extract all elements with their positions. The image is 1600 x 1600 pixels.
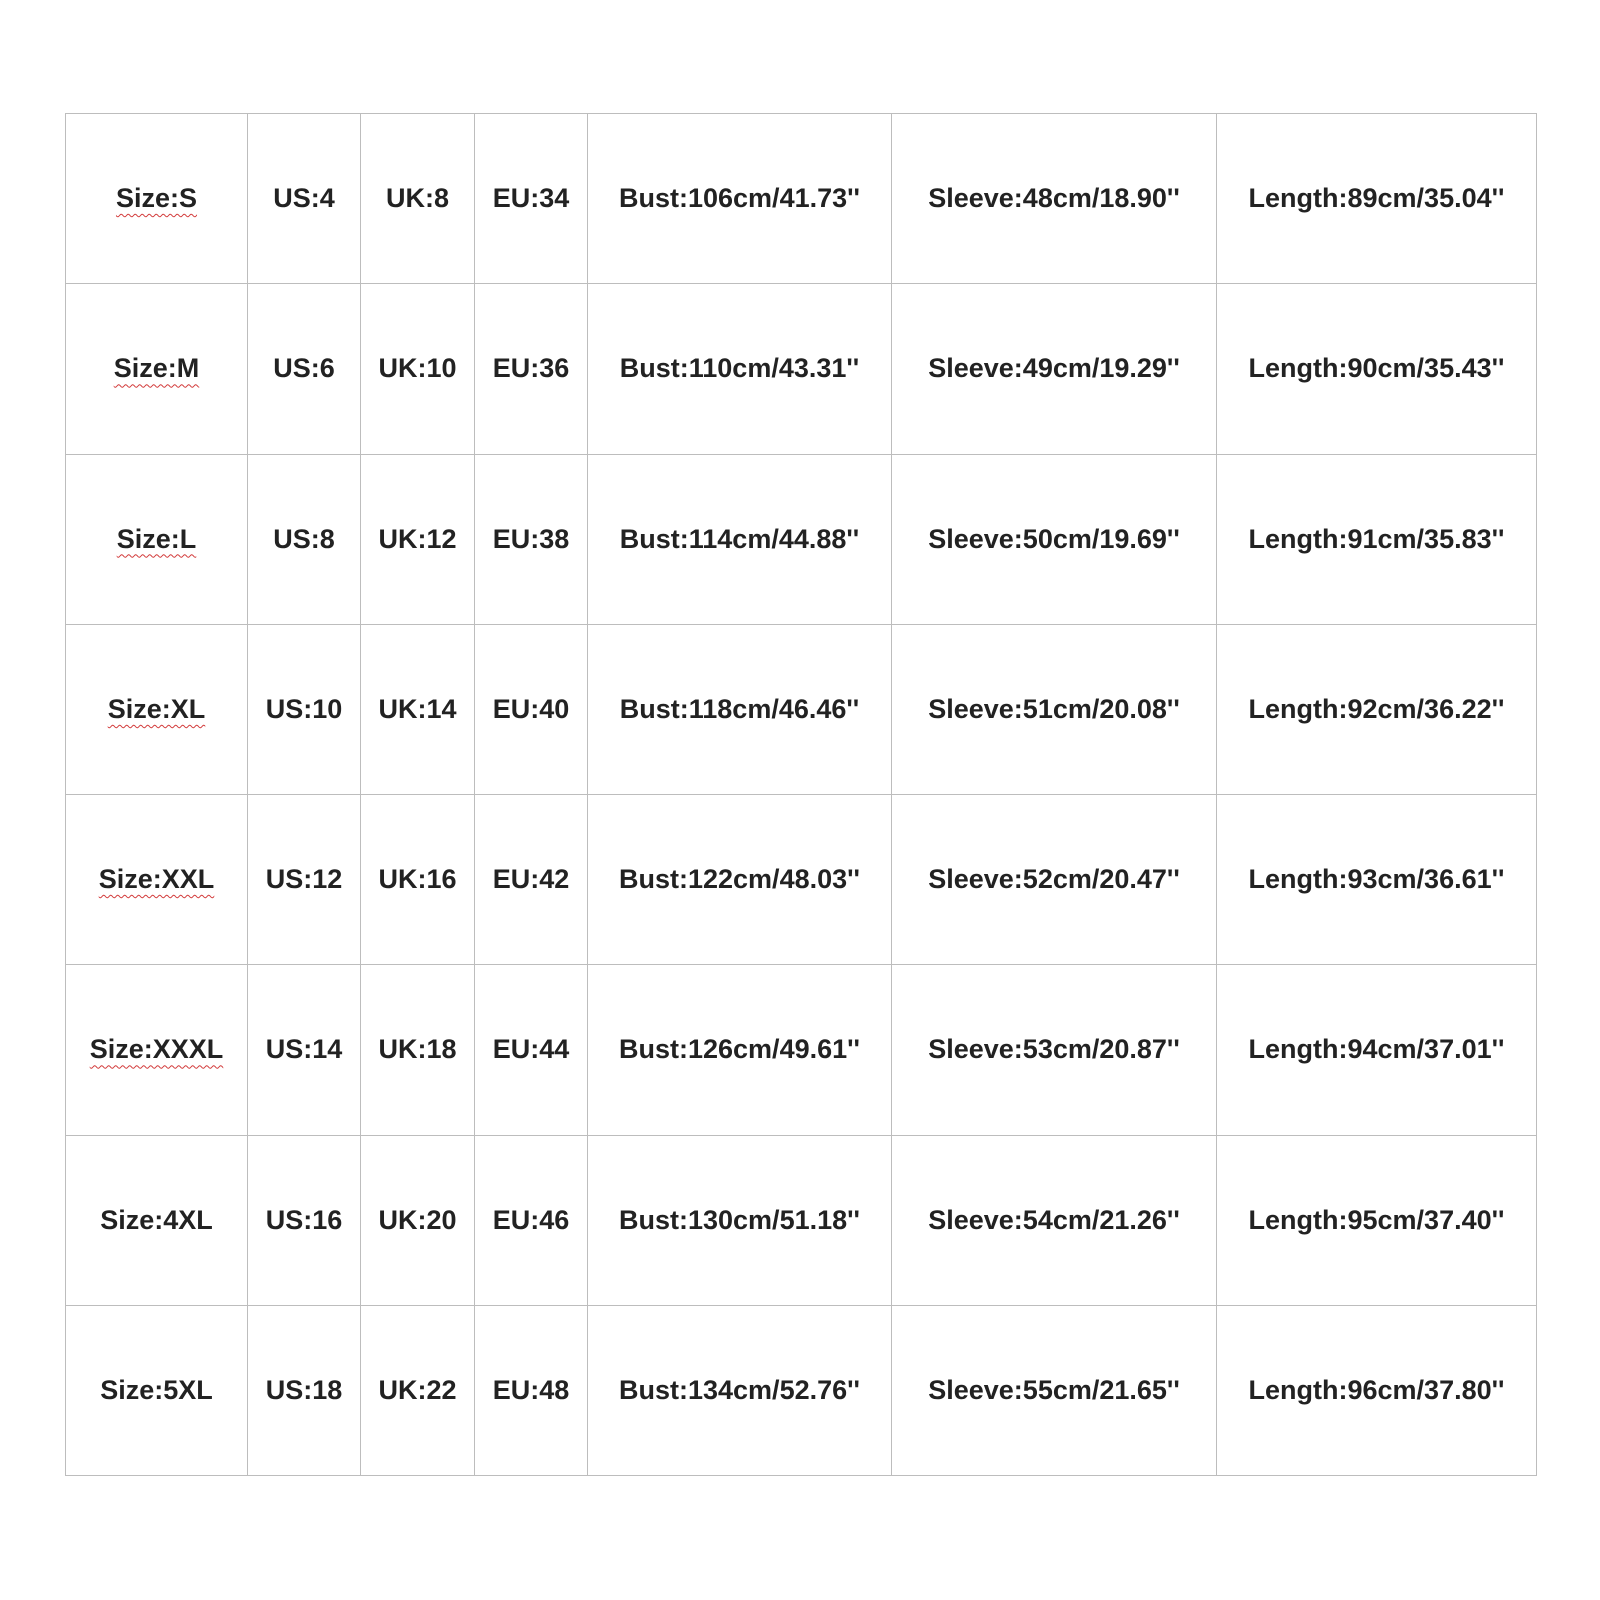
us-size-text: US:18 — [265, 1374, 343, 1405]
us-size-cell — [248, 114, 361, 284]
sleeve-cell — [892, 284, 1217, 454]
us-size-text: US:12 — [265, 864, 343, 895]
uk-size-cell — [361, 114, 475, 284]
size-row — [66, 624, 1537, 794]
size-text: Size:S — [115, 183, 198, 214]
size-text: Size:XXXL — [89, 1034, 224, 1065]
sleeve-text: Sleeve:55cm/21.65'' — [928, 1374, 1180, 1405]
eu-size-cell — [475, 624, 588, 794]
bust-text: Bust:134cm/52.76'' — [619, 1374, 860, 1405]
eu-size-cell — [475, 454, 588, 624]
length-text: Length:96cm/37.80'' — [1248, 1374, 1505, 1405]
eu-size-cell — [475, 1135, 588, 1305]
eu-size-text: EU:46 — [492, 1204, 570, 1235]
uk-size-cell — [361, 624, 475, 794]
length-text: Length:89cm/35.04'' — [1248, 183, 1505, 214]
bust-cell — [588, 114, 892, 284]
us-size-text: US:16 — [265, 1204, 343, 1235]
bust-text: Bust:130cm/51.18'' — [619, 1204, 860, 1235]
us-size-text: US:6 — [273, 353, 335, 384]
size-cell — [66, 965, 248, 1135]
sleeve-cell — [892, 795, 1217, 965]
length-text: Length:95cm/37.40'' — [1248, 1204, 1505, 1235]
length-cell — [1217, 1305, 1537, 1475]
uk-size-cell — [361, 454, 475, 624]
uk-size-text: UK:8 — [385, 183, 449, 214]
size-text: Size:XXL — [98, 864, 215, 895]
size-cell — [66, 114, 248, 284]
eu-size-text: EU:34 — [492, 183, 570, 214]
bust-text: Bust:118cm/46.46'' — [619, 693, 860, 724]
size-row — [66, 114, 1537, 284]
us-size-text: US:14 — [265, 1034, 343, 1065]
eu-size-text: EU:48 — [492, 1374, 570, 1405]
length-cell — [1217, 114, 1537, 284]
eu-size-text: EU:40 — [492, 693, 570, 724]
us-size-cell — [248, 1305, 361, 1475]
size-text: Size:L — [116, 523, 197, 554]
length-text: Length:94cm/37.01'' — [1248, 1034, 1505, 1065]
eu-size-cell — [475, 795, 588, 965]
bust-text: Bust:114cm/44.88'' — [619, 523, 860, 554]
bust-text: Bust:106cm/41.73'' — [619, 183, 860, 214]
us-size-text: US:10 — [265, 693, 343, 724]
eu-size-cell — [475, 114, 588, 284]
size-row — [66, 1135, 1537, 1305]
bust-text: Bust:126cm/49.61'' — [619, 1034, 860, 1065]
size-cell — [66, 1305, 248, 1475]
bust-cell — [588, 454, 892, 624]
eu-size-text: EU:42 — [492, 864, 570, 895]
uk-size-cell — [361, 795, 475, 965]
us-size-cell — [248, 965, 361, 1135]
bust-cell — [588, 795, 892, 965]
sleeve-cell — [892, 114, 1217, 284]
size-text: Size:M — [113, 353, 200, 384]
eu-size-cell — [475, 284, 588, 454]
size-chart-body — [66, 114, 1537, 1476]
sleeve-text: Sleeve:52cm/20.47'' — [928, 864, 1180, 895]
eu-size-cell — [475, 1305, 588, 1475]
uk-size-text: UK:12 — [378, 523, 457, 554]
us-size-cell — [248, 795, 361, 965]
sleeve-cell — [892, 1135, 1217, 1305]
us-size-cell — [248, 1135, 361, 1305]
uk-size-text: UK:10 — [378, 353, 457, 384]
size-row — [66, 795, 1537, 965]
length-cell — [1217, 795, 1537, 965]
bust-cell — [588, 284, 892, 454]
size-row — [66, 284, 1537, 454]
eu-size-text: EU:36 — [492, 353, 570, 384]
bust-text: Bust:122cm/48.03'' — [619, 864, 860, 895]
sleeve-cell — [892, 454, 1217, 624]
bust-cell — [588, 624, 892, 794]
size-cell — [66, 624, 248, 794]
sleeve-cell — [892, 624, 1217, 794]
size-row — [66, 454, 1537, 624]
us-size-text: US:8 — [273, 523, 335, 554]
us-size-cell — [248, 624, 361, 794]
us-size-cell — [248, 284, 361, 454]
length-cell — [1217, 454, 1537, 624]
sleeve-text: Sleeve:50cm/19.69'' — [928, 523, 1180, 554]
uk-size-text: UK:22 — [378, 1374, 457, 1405]
sleeve-text: Sleeve:54cm/21.26'' — [928, 1204, 1180, 1235]
length-cell — [1217, 965, 1537, 1135]
size-cell — [66, 795, 248, 965]
uk-size-text: UK:20 — [378, 1204, 457, 1235]
bust-text: Bust:110cm/43.31'' — [619, 353, 860, 384]
uk-size-text: UK:18 — [378, 1034, 457, 1065]
uk-size-cell — [361, 1305, 475, 1475]
length-cell — [1217, 1135, 1537, 1305]
size-chart-table — [65, 113, 1537, 1476]
size-row — [66, 1305, 1537, 1475]
eu-size-text: EU:44 — [492, 1034, 570, 1065]
size-text: Size:XL — [107, 693, 206, 724]
length-text: Length:92cm/36.22'' — [1248, 693, 1505, 724]
us-size-text: US:4 — [273, 183, 335, 214]
size-cell — [66, 284, 248, 454]
bust-cell — [588, 1135, 892, 1305]
size-text: Size:5XL — [100, 1374, 213, 1405]
uk-size-cell — [361, 965, 475, 1135]
bust-cell — [588, 1305, 892, 1475]
uk-size-cell — [361, 1135, 475, 1305]
length-text: Length:91cm/35.83'' — [1248, 523, 1505, 554]
sleeve-cell — [892, 965, 1217, 1135]
bust-cell — [588, 965, 892, 1135]
sleeve-cell — [892, 1305, 1217, 1475]
length-text: Length:90cm/35.43'' — [1248, 353, 1505, 384]
length-cell — [1217, 624, 1537, 794]
sleeve-text: Sleeve:53cm/20.87'' — [928, 1034, 1180, 1065]
uk-size-text: UK:14 — [378, 693, 457, 724]
sleeve-text: Sleeve:49cm/19.29'' — [928, 353, 1180, 384]
size-cell — [66, 1135, 248, 1305]
sleeve-text: Sleeve:48cm/18.90'' — [928, 183, 1180, 214]
uk-size-text: UK:16 — [378, 864, 457, 895]
sleeve-text: Sleeve:51cm/20.08'' — [928, 693, 1180, 724]
uk-size-cell — [361, 284, 475, 454]
size-text: Size:4XL — [100, 1204, 213, 1235]
size-row — [66, 965, 1537, 1135]
length-text: Length:93cm/36.61'' — [1248, 864, 1505, 895]
us-size-cell — [248, 454, 361, 624]
eu-size-text: EU:38 — [492, 523, 570, 554]
length-cell — [1217, 284, 1537, 454]
eu-size-cell — [475, 965, 588, 1135]
size-cell — [66, 454, 248, 624]
